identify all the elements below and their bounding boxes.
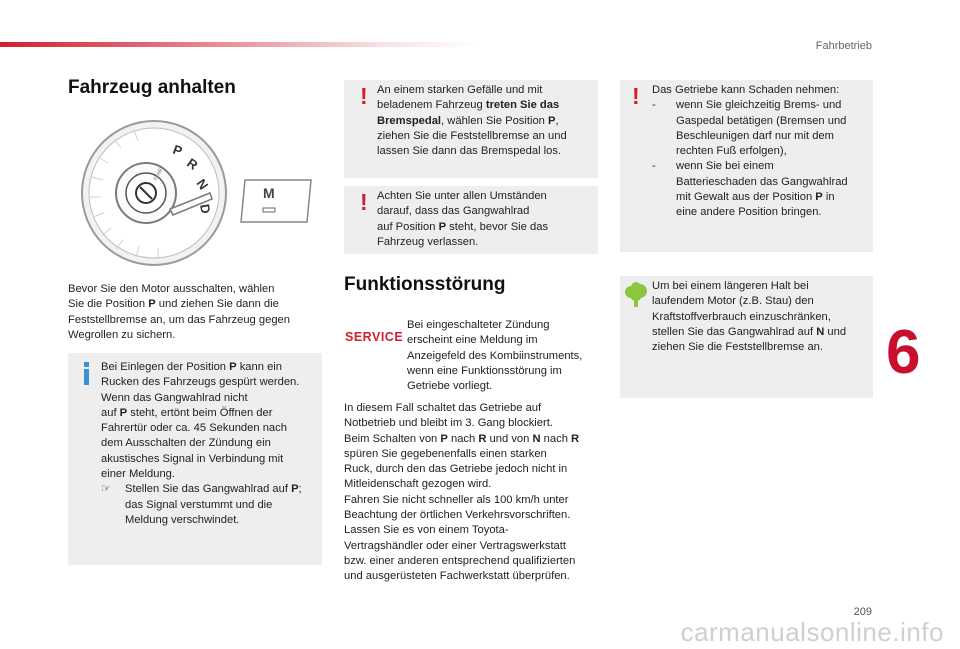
text-line: Notbetrieb und bleibt im 3. Gang blockiert.	[344, 417, 553, 430]
chapter-number: 6	[886, 318, 921, 387]
text-line: bzw. einer anderen entsprechend qualifizierten	[344, 554, 576, 567]
text-line: erscheint eine Meldung im	[407, 334, 538, 347]
text-line: lassen Sie dann das Bremspedal los.	[377, 145, 562, 158]
text-line: Wegrollen zu sichern.	[68, 328, 176, 341]
warning-box-park	[344, 186, 598, 254]
text-line: stellen Sie das Gangwahlrad auf N und	[652, 325, 847, 338]
gear-letter-n: N	[193, 176, 212, 193]
gear-letter-d: D	[197, 202, 214, 215]
text-line: rechten Fuß erfolgen),	[676, 145, 787, 158]
text-line: Das Getriebe kann Schaden nehmen:	[652, 84, 840, 96]
text-line: laufendem Motor (z.B. Stau) den	[652, 295, 814, 308]
eco-tip-text	[652, 279, 870, 355]
warning-text	[377, 83, 595, 159]
text-line: Bremspedal, wählen Sie Position P,	[377, 114, 559, 127]
gear-selector-illustration	[78, 117, 234, 269]
text-line: darauf, dass das Gangwahlrad	[377, 205, 530, 218]
manual-mode-button	[237, 178, 315, 224]
warning-exclamation-icon: !	[360, 83, 368, 109]
text-line: In diesem Fall schaltet das Getriebe auf	[344, 402, 542, 414]
text-line: Kraftstoffverbrauch einzuschränken,	[652, 310, 831, 323]
text-line: ziehen Sie die Feststellbremse an.	[652, 341, 824, 354]
manual-mode-letter: M	[263, 185, 275, 201]
list-item	[652, 159, 870, 220]
pointing-hand-icon: ☞	[101, 483, 112, 496]
list-item	[652, 98, 870, 159]
text-line: Lassen Sie es von einem Toyota-	[344, 524, 509, 537]
page-number: 209	[853, 606, 872, 618]
text-line: auf Position P steht, bevor Sie das	[377, 220, 549, 233]
warning-box-damage	[620, 80, 873, 252]
text-line: Rucken des Fahrzeugs gespürt werden.	[101, 376, 300, 389]
dash-marker: -	[652, 99, 656, 112]
stop-intro-text	[68, 282, 318, 343]
warning-box-slope	[344, 80, 598, 178]
service-description	[407, 318, 602, 394]
dash-marker: -	[652, 160, 656, 173]
warning-exclamation-icon: !	[632, 83, 640, 109]
info-box-text	[101, 360, 319, 528]
text-line: Getriebe vorliegt.	[407, 380, 493, 393]
header-accent-bar	[0, 42, 480, 47]
text-line: und ausgerüsteten Fachwerkstatt überprüfen.	[344, 570, 570, 583]
text-line: Achten Sie unter allen Umständen	[377, 190, 547, 202]
text-line: wenn Sie gleichzeitig Brems- und	[676, 99, 842, 112]
text-line: Batterieschaden das Gangwahlrad	[676, 175, 848, 188]
text-line: auf P steht, ertönt beim Öffnen der	[101, 406, 273, 419]
section-title: Fahrbetrieb	[815, 40, 872, 52]
text-line: Um bei einem längeren Halt bei	[652, 280, 809, 292]
text-line: Fahrertür oder ca. 45 Sekunden nach	[101, 422, 287, 435]
text-line: An einem starken Gefälle und mit	[377, 84, 543, 96]
warning-text	[652, 83, 870, 221]
warning-text	[377, 189, 595, 250]
text-line: Vertragshändler oder einer Vertragswerkstatt	[344, 539, 567, 552]
text-line: Fahren Sie nicht schneller als 100 km/h unter	[344, 493, 569, 506]
text-line: Sie die Position P und ziehen Sie dann die	[68, 298, 279, 311]
text-line: Beschleunigen darf nur mit dem	[676, 129, 834, 142]
text-line: spüren Sie gegebenenfalls einen starken	[344, 447, 547, 460]
text-line: Wenn das Gangwahlrad nicht	[101, 391, 248, 404]
text-line: Bei eingeschalteter Zündung	[407, 319, 550, 331]
info-icon	[84, 362, 89, 385]
text-line: beladenem Fahrzeug treten Sie das	[377, 99, 560, 112]
text-line: Feststellbremse an, um das Fahrzeug gegen	[68, 313, 291, 326]
malfunction-body-text	[344, 401, 604, 585]
gear-letter-r: R	[184, 155, 201, 173]
eco-tip-box	[620, 276, 873, 398]
text-line: Anzeigefeld des Kombiinstruments,	[407, 349, 583, 362]
text-line: das Signal verstummt und die	[125, 498, 273, 511]
text-line: Gaspedal betätigen (Bremsen und	[676, 114, 847, 127]
text-line: Beachtung der örtlichen Verkehrsvorschriften.	[344, 509, 571, 522]
text-line: Fahrzeug verlassen.	[377, 235, 479, 248]
text-line: ziehen Sie die Feststellbremse an und	[377, 129, 567, 142]
text-line: Beim Schalten von P nach R und von N nach R	[344, 432, 580, 445]
text-line: akustisches Signal in Verbindung mit	[101, 452, 284, 465]
text-line: Ruck, durch den das Getriebe jedoch nicht in	[344, 463, 568, 476]
warning-exclamation-icon: !	[360, 189, 368, 215]
section-heading-stop: Fahrzeug anhalten	[68, 77, 236, 98]
text-line: Meldung verschwindet.	[125, 513, 240, 526]
text-line: Bevor Sie den Motor ausschalten, wählen	[68, 283, 275, 295]
service-warning-symbol: SERVICE	[345, 330, 404, 344]
eco-tree-icon	[624, 282, 648, 308]
text-line: Bei Einlegen der Position P kann ein	[101, 361, 282, 373]
gear-letter-p: P	[170, 141, 185, 159]
text-line: einer Meldung.	[101, 468, 176, 481]
text-line: wenn Sie bei einem	[676, 160, 774, 173]
text-line: wenn eine Funktionsstörung im	[407, 364, 562, 377]
text-line: Mitleidenschaft gezogen wird.	[344, 478, 492, 491]
start-label: START	[152, 165, 166, 182]
text-line: dem Ausschalten der Zündung ein	[101, 437, 271, 450]
section-heading-malfunction: Funktionsstörung	[344, 274, 506, 295]
info-box	[68, 353, 322, 565]
text-line: eine andere Position bringen.	[676, 206, 822, 219]
instruction-bullet	[101, 482, 319, 528]
watermark: carmanualsonline.info	[680, 617, 944, 647]
text-line: Stellen Sie das Gangwahlrad auf P;	[125, 483, 302, 496]
text-line: mit Gewalt aus der Position P in	[676, 191, 835, 204]
